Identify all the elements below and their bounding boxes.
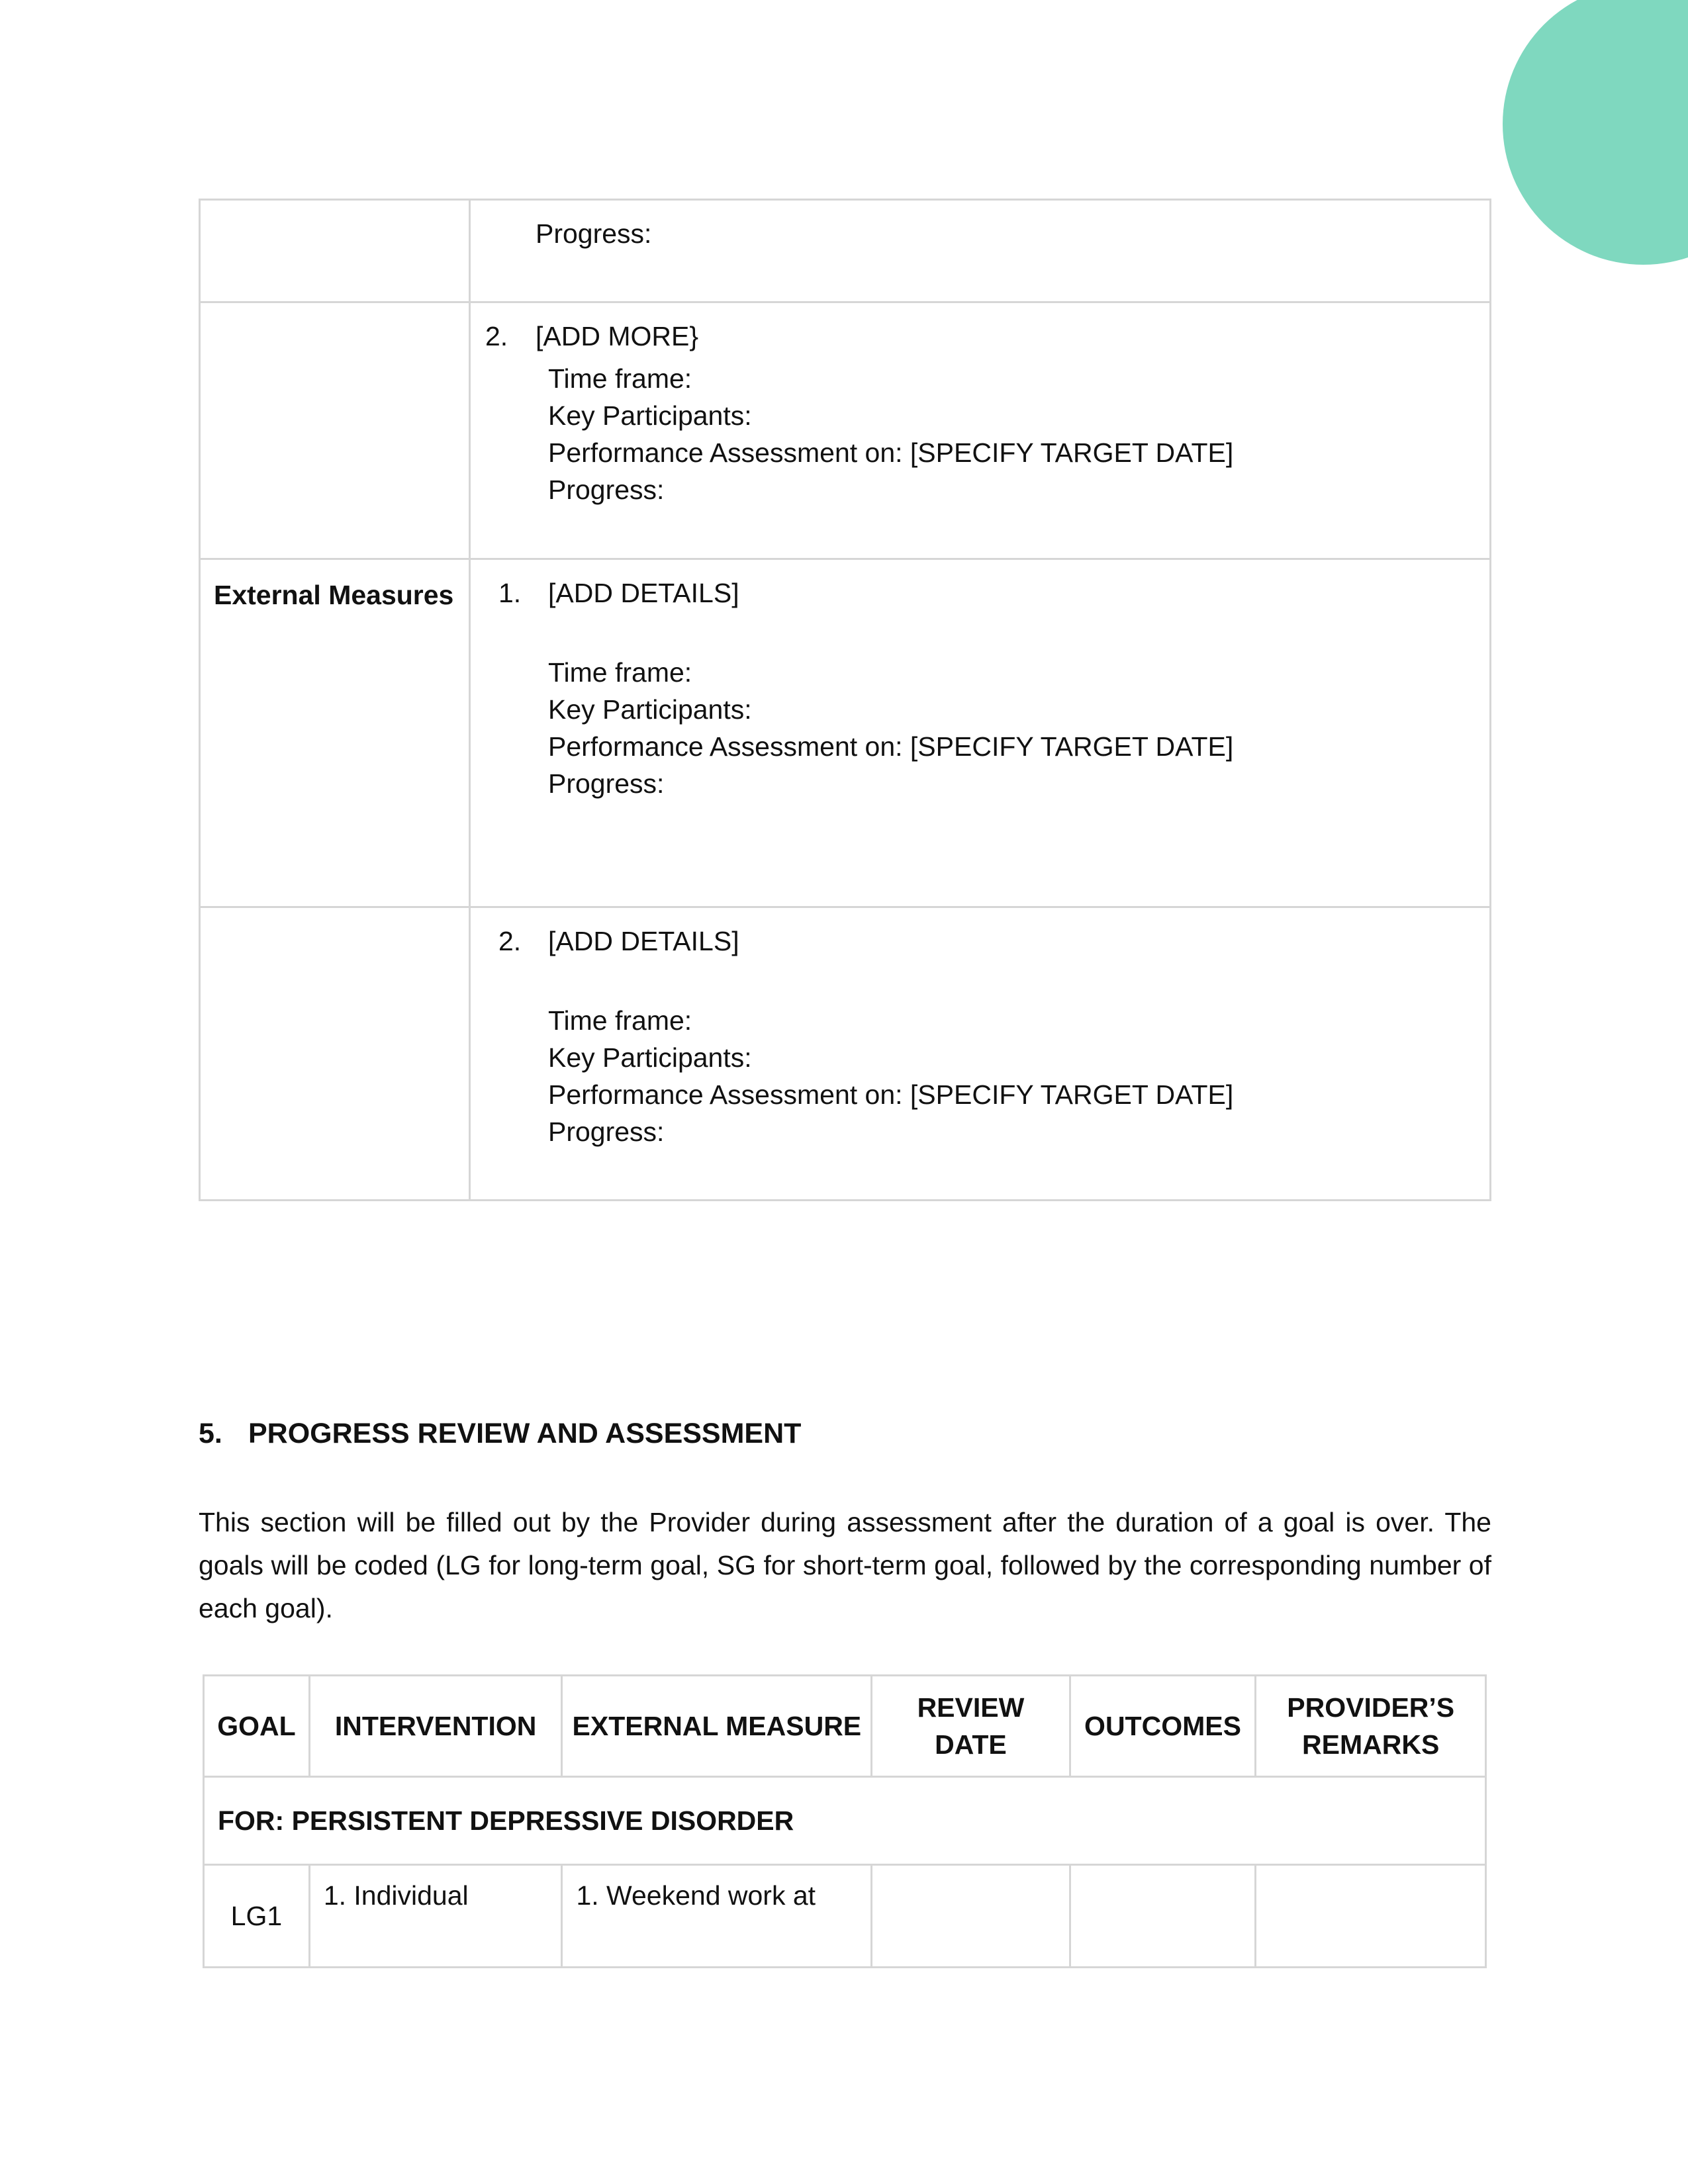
column-header-providers-remarks (1256, 1676, 1486, 1777)
content-cell (470, 302, 1491, 559)
goal-cell: LG1 (204, 1865, 310, 1968)
label-cell: External Measures (200, 559, 470, 907)
performance-assessment-label: Performance Assessment on: [SPECIFY TARGET DATE] (548, 437, 1234, 468)
table-row (200, 907, 1491, 1201)
column-header-external-measure: EXTERNAL MEASURE (562, 1676, 872, 1777)
label-cell (200, 200, 470, 302)
intervention-cell: 1. Individual (309, 1865, 562, 1968)
time-frame-label: Time frame: (548, 1005, 692, 1036)
table-row (200, 200, 1491, 302)
time-frame-label: Time frame: (548, 363, 692, 394)
key-participants-label: Key Participants: (548, 400, 752, 431)
progress-label: Progress: (548, 475, 665, 505)
performance-assessment-label: Performance Assessment on: [SPECIFY TARGET DATE] (548, 731, 1234, 762)
progress-review-table (203, 1674, 1487, 1968)
header-line: PROVIDER’S (1287, 1692, 1455, 1723)
label-cell (200, 302, 470, 559)
section-number: 5. (199, 1418, 222, 1449)
section-heading (199, 1418, 801, 1450)
table-header-row (204, 1676, 1486, 1777)
decorative-circle (1503, 0, 1688, 265)
item-title: [ADD DETAILS] (548, 926, 739, 956)
measures-table (199, 199, 1491, 1201)
header-line: REVIEW (917, 1692, 1025, 1723)
table-row (204, 1865, 1486, 1968)
time-frame-label: Time frame: (548, 657, 692, 688)
outcomes-cell (1070, 1865, 1256, 1968)
section-title: PROGRESS REVIEW AND ASSESSMENT (248, 1418, 802, 1449)
header-line: DATE (935, 1729, 1007, 1760)
table-row (200, 559, 1491, 907)
label-cell (200, 907, 470, 1201)
list-number: 2. (498, 926, 522, 956)
group-row (204, 1777, 1486, 1865)
table-row (200, 302, 1491, 559)
content-cell (470, 559, 1491, 907)
list-number: 2. (485, 321, 508, 351)
item-title: [ADD DETAILS] (548, 578, 739, 608)
review-date-cell (872, 1865, 1070, 1968)
external-measure-cell: 1. Weekend work at (562, 1865, 872, 1968)
column-header-outcomes: OUTCOMES (1070, 1676, 1256, 1777)
progress-label: Progress: (536, 218, 652, 249)
content-cell (470, 200, 1491, 302)
column-header-intervention: INTERVENTION (309, 1676, 562, 1777)
list-number: 1. (498, 578, 522, 608)
performance-assessment-label: Performance Assessment on: [SPECIFY TARGET DATE] (548, 1079, 1234, 1110)
section-description: This section will be filled out by the Provider during assessment after the duration of a goal is over. The goals will be coded (LG for long-term goal, SG for short-term goal, followed by the corresponding number of each goal). (199, 1507, 1491, 1623)
key-participants-label: Key Participants: (548, 694, 752, 725)
item-title: [ADD MORE} (536, 321, 699, 351)
remarks-cell (1256, 1865, 1486, 1968)
progress-label: Progress: (548, 1116, 665, 1147)
progress-label: Progress: (548, 768, 665, 799)
key-participants-label: Key Participants: (548, 1042, 752, 1073)
column-header-goal: GOAL (204, 1676, 310, 1777)
header-line: REMARKS (1302, 1729, 1440, 1760)
group-label: FOR: PERSISTENT DEPRESSIVE DISORDER (204, 1777, 1486, 1865)
content-cell (470, 907, 1491, 1201)
column-header-review-date (872, 1676, 1070, 1777)
